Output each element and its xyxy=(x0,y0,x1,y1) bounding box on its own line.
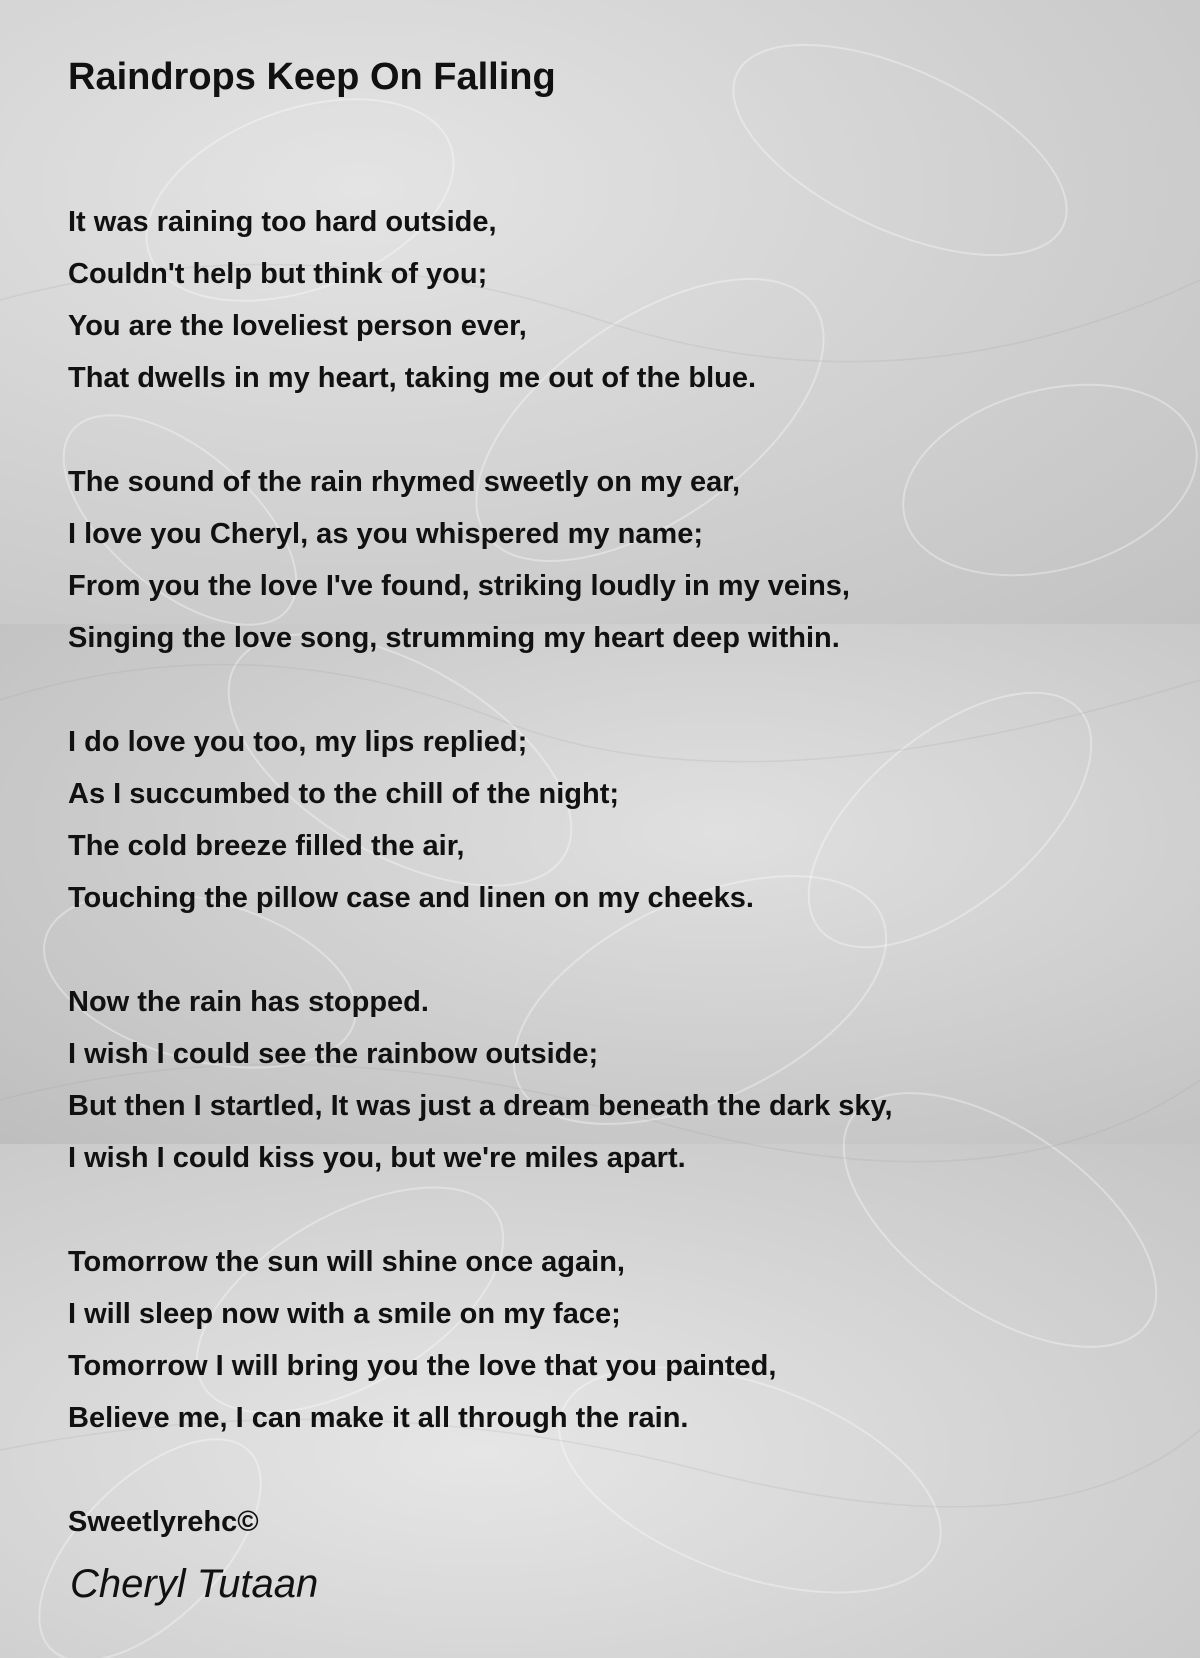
poem-line: The cold breeze filled the air, xyxy=(68,830,465,862)
poem-line: I wish I could kiss you, but we're miles apart. xyxy=(68,1142,686,1174)
poem-line: Singing the love song, strumming my heart deep within. xyxy=(68,622,840,654)
stanza-break xyxy=(68,1184,893,1236)
author-name: Cheryl Tutaan xyxy=(70,1562,319,1606)
stanza-3 xyxy=(68,716,893,924)
stanza-break xyxy=(68,1444,893,1496)
poem-line: I love you Cheryl, as you whispered my name; xyxy=(68,518,703,550)
poem-line: Believe me, I can make it all through the rain. xyxy=(68,1402,689,1434)
poem-line: But then I startled, It was just a dream beneath the dark sky, xyxy=(68,1090,893,1122)
poem-line: As I succumbed to the chill of the night; xyxy=(68,778,620,810)
poem-title: Raindrops Keep On Falling xyxy=(68,56,556,98)
poem-line: I do love you too, my lips replied; xyxy=(68,726,528,758)
poem-line: I will sleep now with a smile on my face; xyxy=(68,1298,621,1330)
poem-body xyxy=(68,196,893,1548)
poem-line: Now the rain has stopped. xyxy=(68,986,429,1018)
poem-line: It was raining too hard outside, xyxy=(68,206,497,238)
poem-signature: Sweetlyrehc© xyxy=(68,1506,259,1538)
stanza-4 xyxy=(68,976,893,1184)
poem-line: You are the loveliest person ever, xyxy=(68,310,527,342)
poem-line: That dwells in my heart, taking me out of the blue. xyxy=(68,362,757,394)
poem-line: I wish I could see the rainbow outside; xyxy=(68,1038,599,1070)
poem-line: Tomorrow I will bring you the love that you painted, xyxy=(68,1350,777,1382)
stanza-break xyxy=(68,924,893,976)
poem-line: Couldn't help but think of you; xyxy=(68,258,488,290)
stanza-5 xyxy=(68,1236,893,1444)
poem-container xyxy=(68,52,1148,1538)
poem-line: Touching the pillow case and linen on my cheeks. xyxy=(68,882,754,914)
stanza-break xyxy=(68,664,893,716)
poem-line: The sound of the rain rhymed sweetly on my ear, xyxy=(68,466,740,498)
stanza-2 xyxy=(68,456,893,664)
stanza-1 xyxy=(68,196,893,404)
poem-line: Tomorrow the sun will shine once again, xyxy=(68,1246,625,1278)
poem-line: From you the love I've found, striking loudly in my veins, xyxy=(68,570,850,602)
stanza-break xyxy=(68,404,893,456)
